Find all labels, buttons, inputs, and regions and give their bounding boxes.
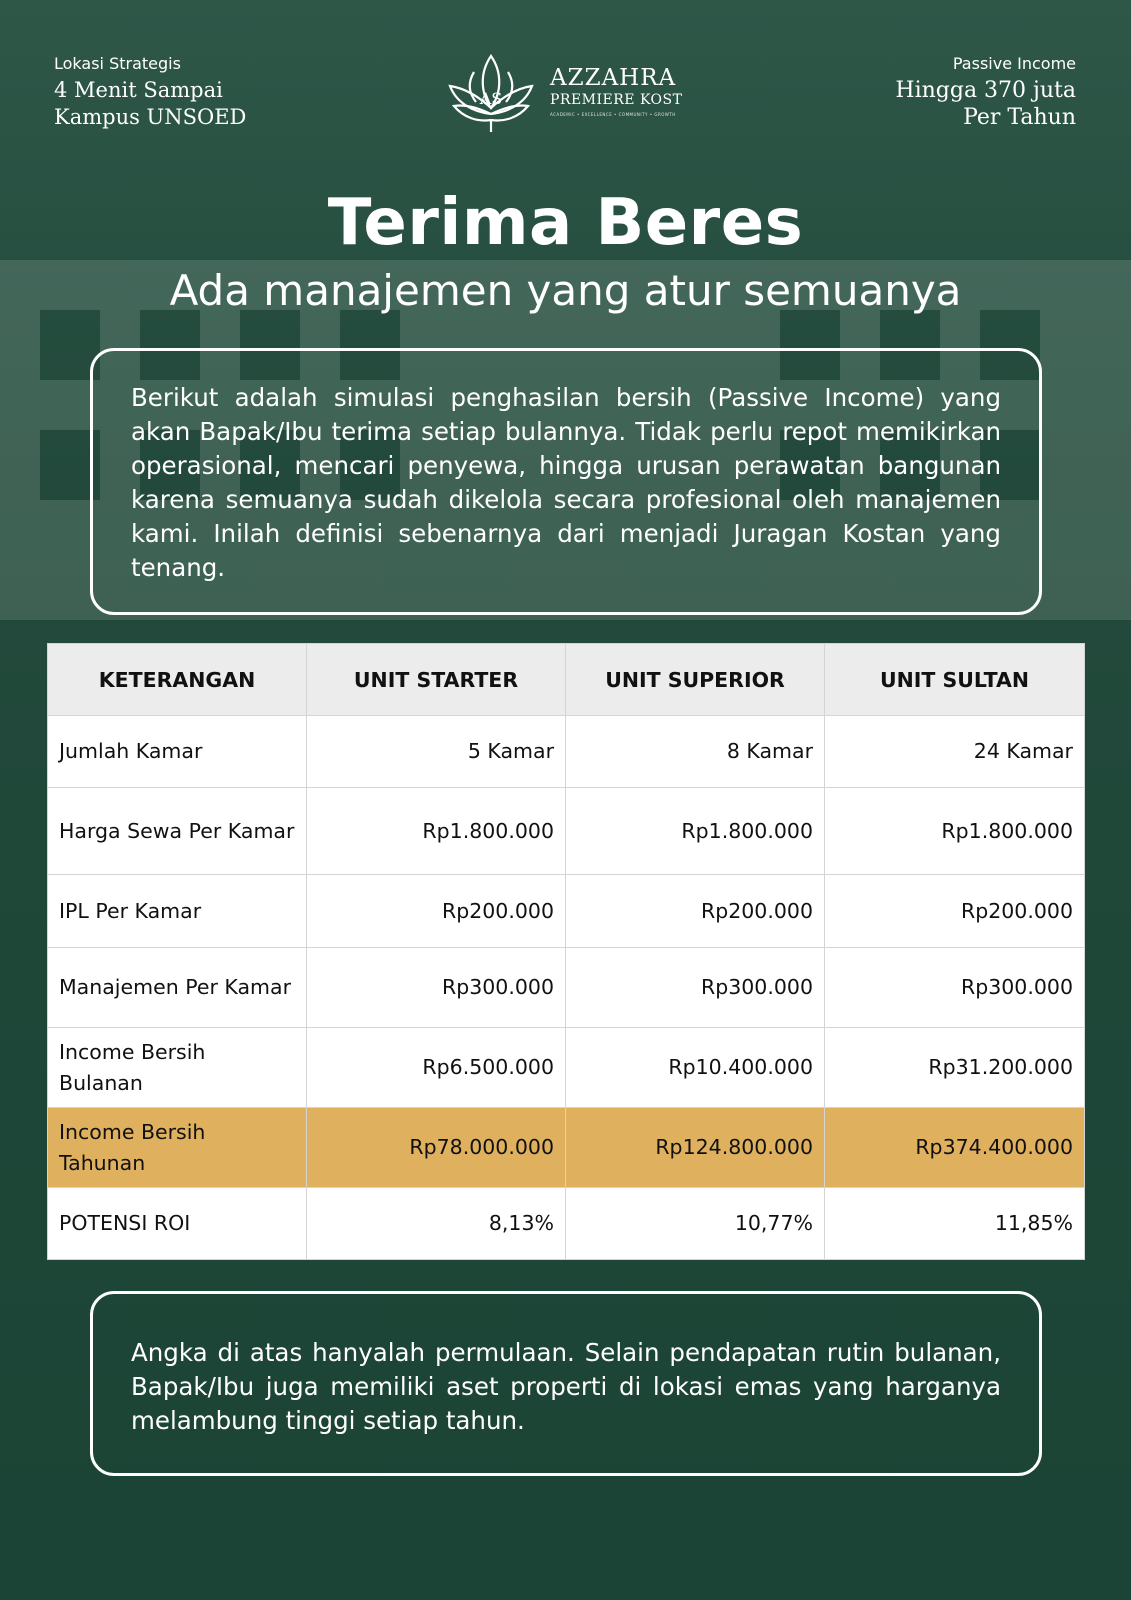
- row-value: Rp200.000: [566, 875, 825, 948]
- page-title: Terima Beres: [327, 186, 804, 260]
- income-label: Passive Income: [952, 54, 1076, 73]
- row-value: Rp78.000.000: [307, 1108, 566, 1188]
- row-value: 5 Kamar: [307, 716, 566, 788]
- row-value: Rp300.000: [307, 948, 566, 1028]
- income-line1: Hingga 370 juta: [895, 78, 1076, 103]
- table-row-highlight: [48, 1108, 1085, 1188]
- row-value: 24 Kamar: [825, 716, 1085, 788]
- table-header-cell: UNIT SULTAN: [825, 644, 1085, 716]
- table-row: [48, 1188, 1085, 1260]
- row-label: Manajemen Per Kamar: [48, 948, 307, 1028]
- brand-logo: [444, 52, 694, 136]
- table-row: [48, 788, 1085, 875]
- table-row: [48, 716, 1085, 788]
- table-header-cell: UNIT SUPERIOR: [566, 644, 825, 716]
- row-value: 11,85%: [825, 1188, 1085, 1260]
- logo-monogram: AS: [479, 89, 503, 108]
- location-info: [54, 56, 246, 131]
- location-line2: Kampus UNSOED: [54, 105, 247, 129]
- row-label: Harga Sewa Per Kamar: [48, 788, 307, 875]
- table-row: [48, 1028, 1085, 1108]
- closing-text: Angka di atas hanyalah permulaan. Selain pendapatan rutin bulanan, Bapak/Ibu juga memiliki aset properti di lokasi emas yang harganya melambung tinggi setiap tahun.: [131, 1338, 1001, 1435]
- row-value: 8,13%: [307, 1188, 566, 1260]
- row-value: Rp31.200.000: [825, 1028, 1085, 1108]
- page-subtitle: Ada manajemen yang atur semuanya: [169, 266, 962, 315]
- row-value: Rp374.400.000: [825, 1108, 1085, 1188]
- brand-tagline: ACADEMIC • EXCELLENCE • COMMUNITY • GROWTH: [550, 112, 676, 117]
- row-value: Rp200.000: [825, 875, 1085, 948]
- row-value: Rp6.500.000: [307, 1028, 566, 1108]
- table-header-cell: KETERANGAN: [48, 644, 307, 716]
- row-value: 10,77%: [566, 1188, 825, 1260]
- lotus-logo-icon: [444, 52, 538, 136]
- brand-subtitle: PREMIERE KOST: [550, 92, 683, 108]
- brand-name: AZZAHRA: [550, 65, 677, 91]
- row-value: Rp200.000: [307, 875, 566, 948]
- row-label: Income Bersih Tahunan: [48, 1108, 307, 1188]
- income-table: [47, 643, 1085, 1260]
- table-row: [48, 875, 1085, 948]
- location-label: Lokasi Strategis: [54, 54, 181, 73]
- row-value: Rp300.000: [825, 948, 1085, 1028]
- intro-box: [90, 348, 1042, 615]
- table-header-row: [48, 644, 1085, 716]
- row-label: Income Bersih Bulanan: [48, 1028, 307, 1108]
- table-row: [48, 948, 1085, 1028]
- row-value: Rp1.800.000: [566, 788, 825, 875]
- row-value: Rp124.800.000: [566, 1108, 825, 1188]
- row-value: 8 Kamar: [566, 716, 825, 788]
- closing-box: [90, 1291, 1042, 1476]
- row-value: Rp1.800.000: [307, 788, 566, 875]
- row-label: POTENSI ROI: [48, 1188, 307, 1260]
- table-header-cell: UNIT STARTER: [307, 644, 566, 716]
- row-value: Rp10.400.000: [566, 1028, 825, 1108]
- location-line1: 4 Menit Sampai: [54, 78, 223, 102]
- row-value: Rp1.800.000: [825, 788, 1085, 875]
- row-label: IPL Per Kamar: [48, 875, 307, 948]
- income-info: [895, 56, 1076, 131]
- intro-text: Berikut adalah simulasi penghasilan bersih (Passive Income) yang akan Bapak/Ibu terima setiap bulannya. Tidak perlu repot memikirkan operasional, mencari penyewa, hingga urusan perawatan bangunan karena semuanya sudah dikelola secara profesional oleh manajemen kami. Inilah definisi sebenarnya dari menjadi Juragan Kostan yang tenang.: [131, 383, 1001, 582]
- row-label: Jumlah Kamar: [48, 716, 307, 788]
- income-line2: Per Tahun: [963, 105, 1076, 130]
- row-value: Rp300.000: [566, 948, 825, 1028]
